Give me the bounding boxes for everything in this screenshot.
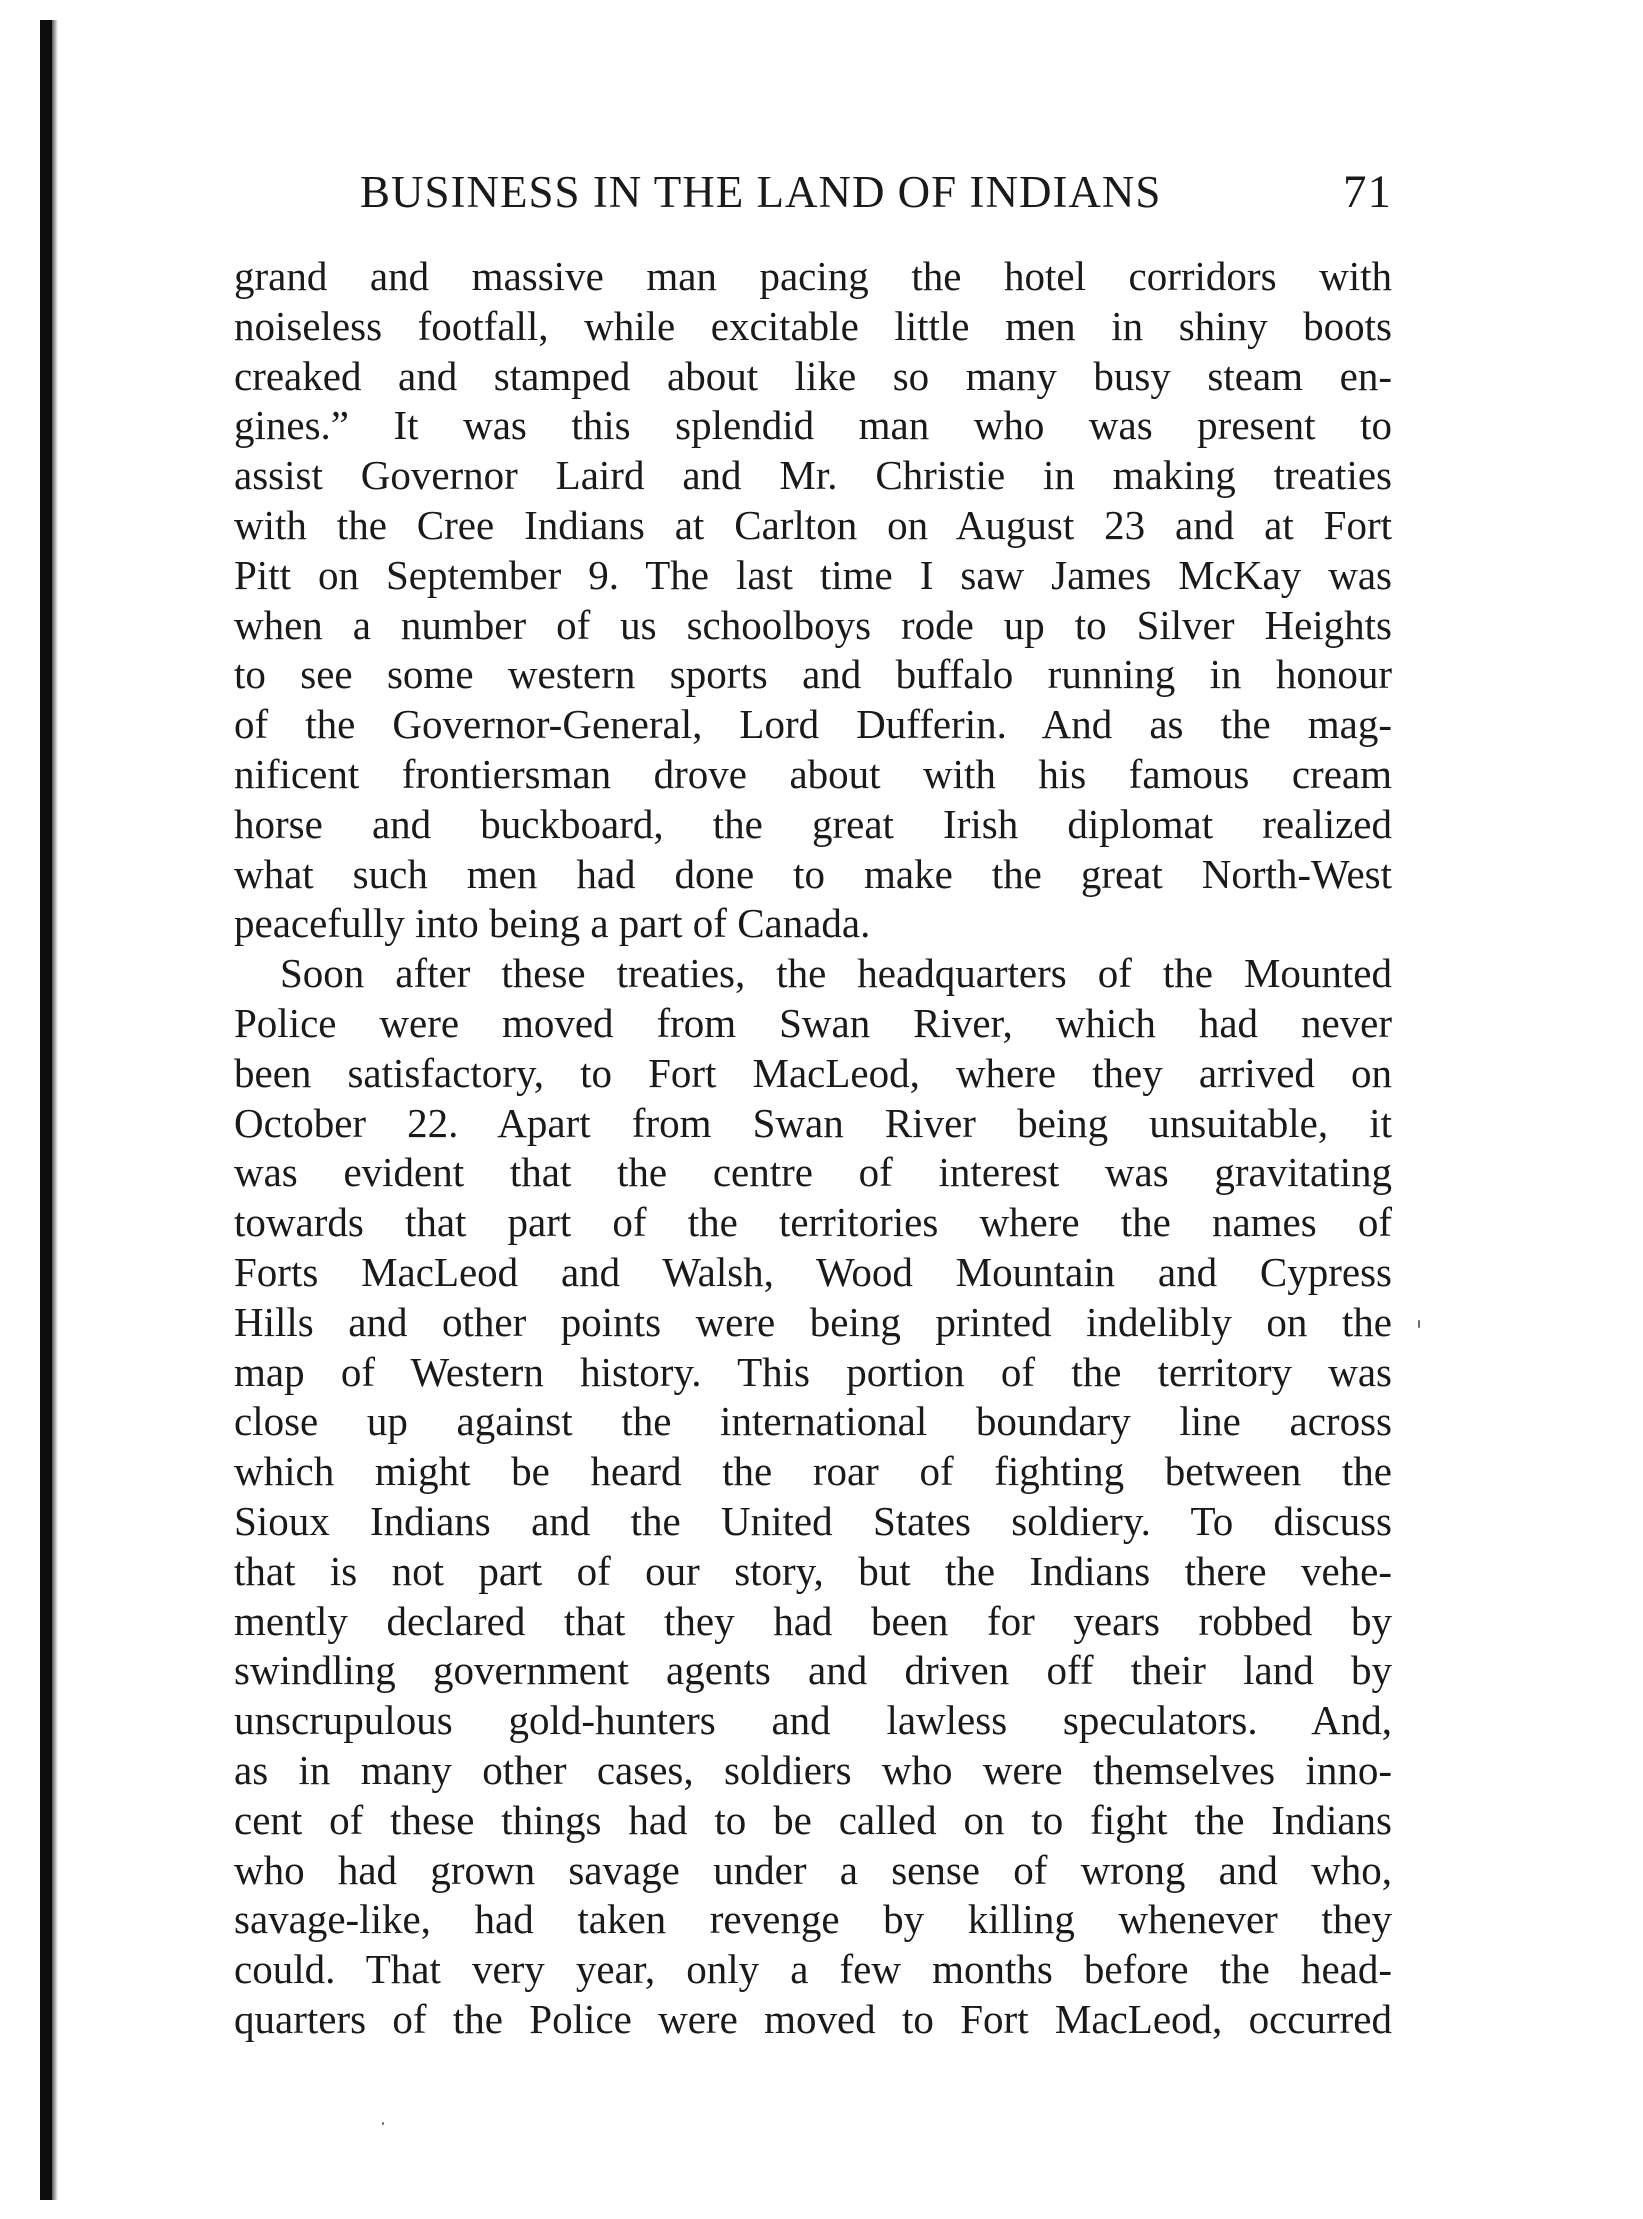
binding-edge <box>40 20 52 2200</box>
text-line: towards that part of the territories where the names of <box>234 1199 1392 1246</box>
text-line: noiseless footfall, while excitable little men in shiny boots <box>234 302 1392 349</box>
text-line: Soon after these treaties, the headquarters of the Mounted <box>280 950 1392 997</box>
text-line: peacefully into being a part of Canada. <box>234 900 871 947</box>
text-line: creaked and stamped about like so many busy steam en- <box>234 352 1392 399</box>
text-line: grand and massive man pacing the hotel corridors with <box>234 253 1392 299</box>
running-head <box>360 162 1392 222</box>
text-line: close up against the international boundary line across <box>234 1398 1392 1445</box>
text-line: cent of these things had to be called on to fight the Indians <box>234 1796 1392 1843</box>
text-line: savage-like, had taken revenge by killing whenever they <box>234 1896 1392 1943</box>
text-line: Hills and other points were being printed indelibly on the <box>234 1298 1392 1345</box>
text-line: Forts MacLeod and Walsh, Wood Mountain and Cypress <box>234 1248 1392 1295</box>
page-number: 71 <box>1343 166 1392 218</box>
text-line: when a number of us schoolboys rode up to Silver Heights <box>234 601 1392 648</box>
text-line: nificent frontiersman drove about with his famous cream <box>234 750 1392 797</box>
text-line: Sioux Indians and the United States soldiery. To discuss <box>234 1497 1392 1544</box>
text-line: horse and buckboard, the great Irish diplomat realized <box>234 800 1392 847</box>
scan-speck <box>382 2122 384 2125</box>
binding-shadow <box>52 20 58 2200</box>
text-line: which might be heard the roar of fighting between the <box>234 1448 1392 1495</box>
text-line: swindling government agents and driven off their land by <box>234 1647 1392 1694</box>
text-line: as in many other cases, soldiers who were themselves inno- <box>234 1746 1392 1793</box>
text-line: with the Cree Indians at Carlton on August 23 and at Fort <box>234 501 1392 548</box>
text-line: unscrupulous gold-hunters and lawless speculators. And, <box>234 1697 1392 1744</box>
running-head-title: BUSINESS IN THE LAND OF INDIANS <box>360 167 1162 217</box>
text-line: of the Governor-General, Lord Dufferin. And as the mag- <box>234 701 1392 748</box>
text-line: quarters of the Police were moved to Fort MacLeod, occurred <box>234 1995 1392 2042</box>
text-line: been satisfactory, to Fort MacLeod, where they arrived on <box>234 1049 1392 1096</box>
text-line: map of Western history. This portion of the territory was <box>234 1348 1392 1395</box>
scan-speck <box>1418 1320 1420 1328</box>
body-text <box>234 252 1392 2045</box>
text-line: could. That very year, only a few months before the head- <box>234 1946 1392 1993</box>
text-line: who had grown savage under a sense of wrong and who, <box>234 1846 1392 1893</box>
text-line: mently declared that they had been for years robbed by <box>234 1597 1392 1644</box>
text-line: what such men had done to make the great North-West <box>234 850 1392 897</box>
text-line: to see some western sports and buffalo running in honour <box>234 651 1392 698</box>
text-line: Police were moved from Swan River, which had never <box>234 999 1392 1046</box>
text-line: gines.” It was this splendid man who was present to <box>234 402 1392 449</box>
text-line: was evident that the centre of interest was gravitating <box>234 1149 1392 1196</box>
text-line: Pitt on September 9. The last time I saw James McKay was <box>234 551 1392 598</box>
text-line: that is not part of our story, but the Indians there vehe- <box>234 1547 1392 1594</box>
text-line: assist Governor Laird and Mr. Christie in making treaties <box>234 452 1392 499</box>
text-line: October 22. Apart from Swan River being unsuitable, it <box>234 1099 1392 1146</box>
